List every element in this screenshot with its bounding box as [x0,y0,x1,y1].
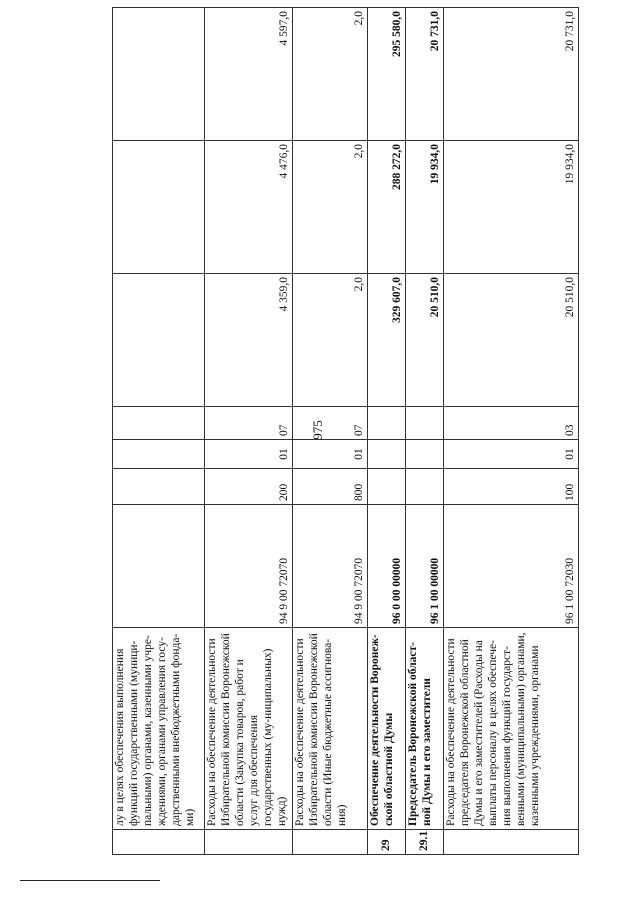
row-name: лу в целях обеспечения выполнения функций государственными (муници-пальными) органами, казенными учре-ждениями, органами управления госу-дарственными внебюджетными фонда-ми) [113,628,205,830]
row-vr: 800 [293,469,368,505]
row-year2: 288 272,0 [368,141,406,274]
footer-rule [20,880,160,881]
row-code [113,505,205,628]
table-row [293,8,368,855]
row-code: 96 1 00 00000 [406,505,444,628]
row-pr [406,407,444,440]
row-rz [113,440,205,469]
row-pr: 07 [293,407,368,440]
row-year3: 295 580,0 [368,8,406,141]
row-name: Председатель Воронежской област-ной Думы и его заместители [406,628,444,830]
row-code: 94 9 00 72070 [205,505,293,628]
row-number [444,830,579,855]
row-name: Расходы на обеспечение деятельности Избирательной комиссии Воронежской области (Иные бюджетные ассигнова-ния) [293,628,368,830]
row-rz [406,440,444,469]
row-year3: 20 731,0 [406,8,444,141]
row-year1: 4 359,0 [205,274,293,407]
table-row [406,8,444,855]
budget-table [112,7,579,855]
row-year2: 19 934,0 [444,141,579,274]
row-pr: 03 [444,407,579,440]
row-year2: 19 934,0 [406,141,444,274]
row-vr: 200 [205,469,293,505]
row-code: 96 1 00 72030 [444,505,579,628]
row-year1: 329 607,0 [368,274,406,407]
row-code: 94 9 00 72070 [293,505,368,628]
row-vr [113,469,205,505]
table-row [205,8,293,855]
row-year3: 2,0 [293,8,368,141]
row-name: Расходы на обеспечение деятельности председателя Воронежской областной Думы и его заместителей (Расходы на выплаты персоналу в целях обеспече-ния выполнения функций государст-венными (муниципальными) органами, казенными учреждениями, органами [444,628,579,830]
row-year2 [113,141,205,274]
rotated-budget-table [112,11,587,855]
row-pr [368,407,406,440]
row-rz [368,440,406,469]
row-year3 [113,8,205,141]
row-vr [368,469,406,505]
row-pr: 07 [205,407,293,440]
row-vr: 100 [444,469,579,505]
row-code: 96 0 00 00000 [368,505,406,628]
row-year1: 20 510,0 [406,274,444,407]
row-rz: 01 [444,440,579,469]
row-pr [113,407,205,440]
row-year1: 2,0 [293,274,368,407]
row-year1: 20 510,0 [444,274,579,407]
row-number [205,830,293,855]
row-number: 29.1 [406,830,444,855]
row-year2: 4 476,0 [205,141,293,274]
row-vr [406,469,444,505]
page-number: 975 [310,420,325,440]
row-number: 29 [368,830,406,855]
table-row [368,8,406,855]
row-name: Обеспечение деятельности Воронеж-ской областной Думы [368,628,406,830]
row-name: Расходы на обеспечение деятельности Избирательной комиссии Воронежской области (Закупка товаров, работ и услуг для обеспечения государственных (му-ниципальных) нужд) [205,628,293,830]
row-year2: 2,0 [293,141,368,274]
row-year1 [113,274,205,407]
row-rz: 01 [205,440,293,469]
row-number [293,830,368,855]
row-rz: 01 [293,440,368,469]
row-number [113,830,205,855]
table-row [113,8,205,855]
row-year3: 20 731,0 [444,8,579,141]
row-year3: 4 597,0 [205,8,293,141]
table-row [444,8,579,855]
